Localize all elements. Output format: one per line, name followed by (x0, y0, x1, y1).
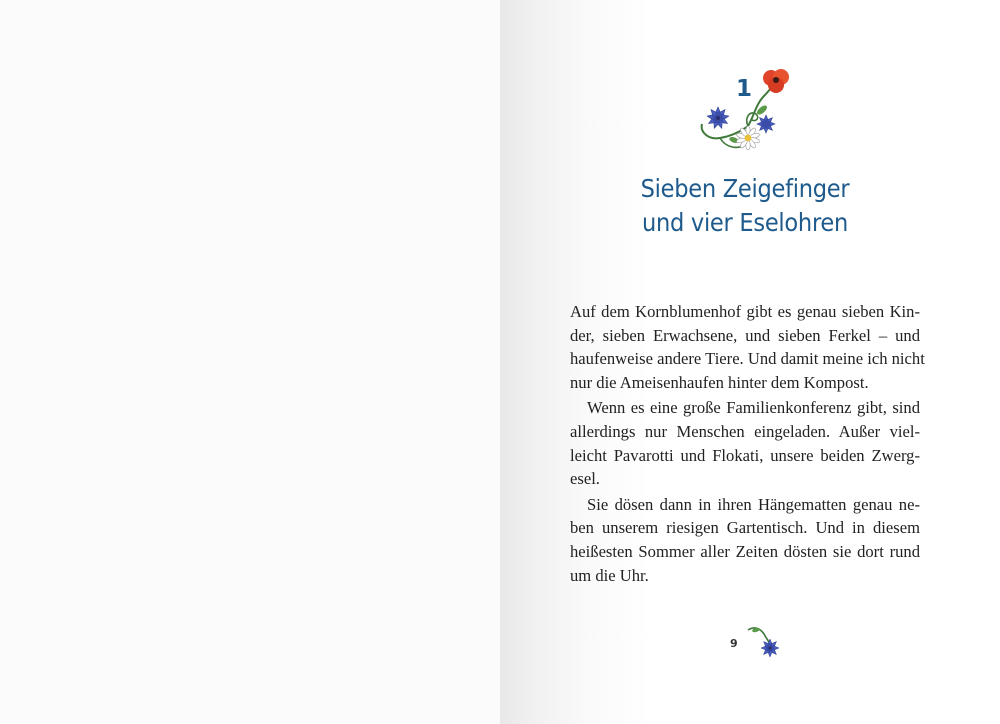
text-line: leicht Pavarotti und Flokati, unsere beiden Zwerg- (570, 445, 920, 465)
chapter-title-line: und vier Eselohren (641, 208, 849, 237)
page-number: 9 (730, 637, 738, 650)
text-line: ben unserem riesigen Gartentisch. Und in diesem (570, 518, 920, 538)
text-line: Auf dem Kornblumenhof gibt es genau sieben Kin- (570, 302, 920, 321)
chapter-number: 1 (735, 76, 752, 102)
text-line: heißesten Sommer aller Zeiten dösten sie dort rund (570, 541, 920, 561)
text-line: haufenweise andere Tiere. Und damit meine ich nicht (570, 349, 925, 369)
text-line: der, sieben Erwachsene, und sieben Ferkel – und (570, 325, 920, 345)
chapter-body-text (570, 300, 925, 587)
cornflower-icon (744, 624, 784, 664)
text-line: allerdings nur Menschen eingeladen. Außer viel- (570, 421, 920, 441)
text-line: Wenn es eine große Familienkonferenz gibt, sind (587, 398, 920, 418)
text-line: Sie dösen dann in ihren Hängematten genau ne- (587, 494, 920, 514)
chapter-title (584, 172, 906, 240)
text-line: nur die Ameisenhaufen hinter dem Kompost. (570, 372, 869, 392)
page-footer (730, 624, 790, 664)
text-line: um die Uhr. (570, 565, 649, 585)
text-line: esel. (570, 469, 600, 489)
right-page (500, 0, 1000, 724)
chapter-title-line: Sieben Zeigefinger (640, 174, 850, 203)
